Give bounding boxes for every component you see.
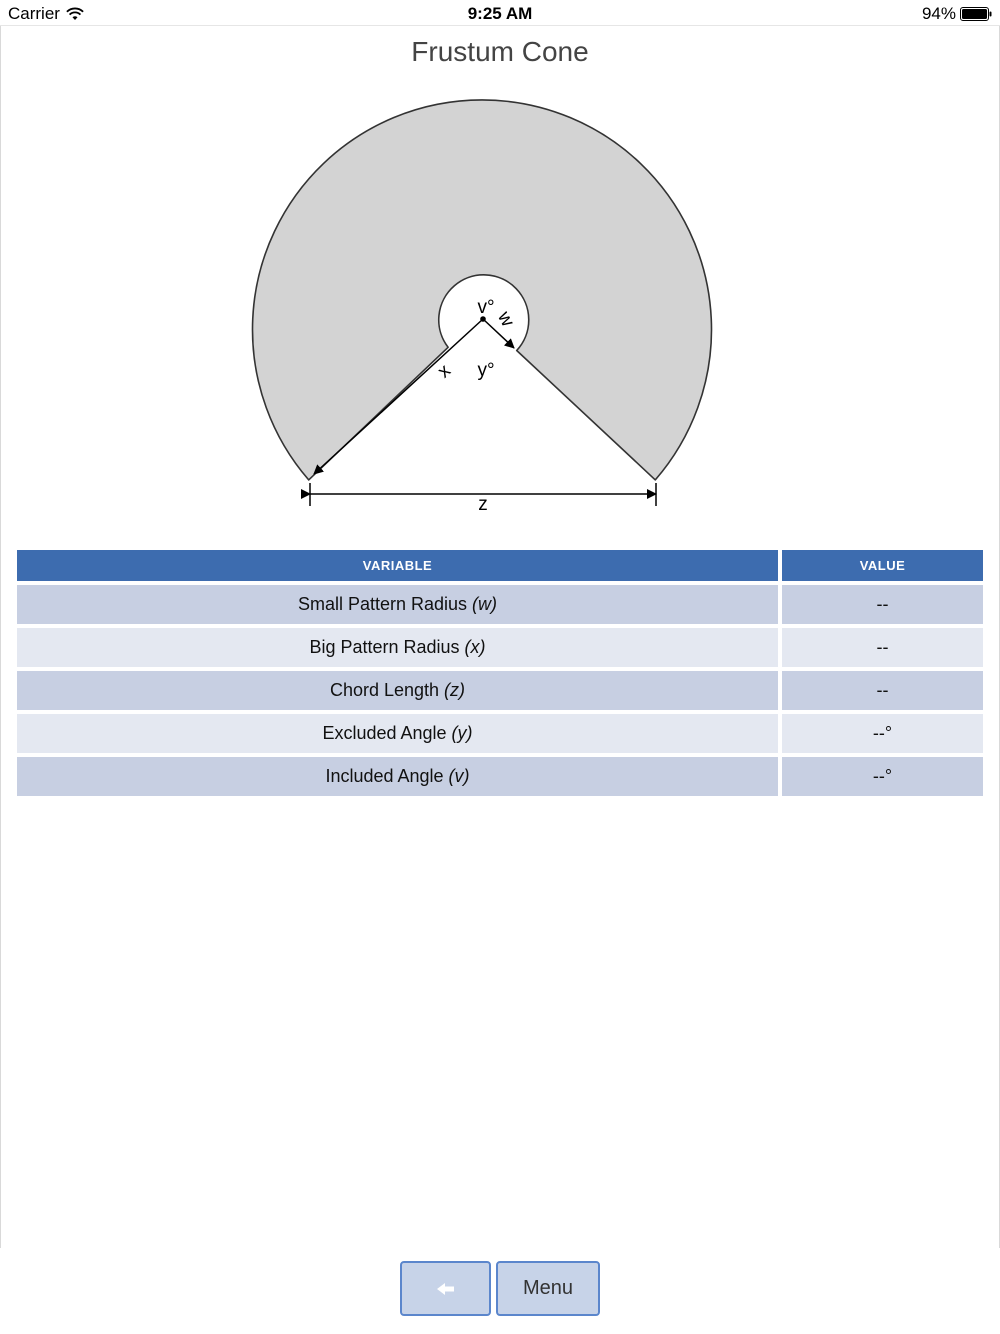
row-value: -- <box>782 628 983 667</box>
row-variable-cell <box>17 671 778 710</box>
label-v: v° <box>477 297 495 318</box>
carrier-label: Carrier <box>8 4 60 23</box>
status-bar <box>0 0 1000 26</box>
pattern-sector <box>253 100 712 480</box>
variable-symbol: (z) <box>444 680 466 700</box>
label-z: z <box>478 494 488 515</box>
row-value: -- <box>782 585 983 624</box>
row-value: -- <box>782 671 983 710</box>
battery-percent: 94% <box>921 4 956 23</box>
frustum-pattern-diagram <box>230 85 740 525</box>
row-variable-cell <box>17 714 778 753</box>
table-row <box>17 757 983 796</box>
variable-name: Big Pattern Radius <box>309 637 460 657</box>
row-value: --° <box>782 714 983 753</box>
row-value: --° <box>782 757 983 796</box>
status-time: 9:25 AM <box>467 4 533 23</box>
label-x: x <box>433 360 455 383</box>
variable-symbol: (v) <box>448 766 470 786</box>
variables-table <box>17 550 983 800</box>
bottom-toolbar <box>0 1248 1000 1334</box>
row-variable-cell <box>17 585 778 624</box>
table-row <box>17 628 983 667</box>
header-variable: VARIABLE <box>17 550 778 581</box>
table-row <box>17 671 983 710</box>
frame-left-border <box>0 26 1 1248</box>
label-y: y° <box>477 360 495 381</box>
variable-symbol: (w) <box>472 594 498 614</box>
variable-name: Chord Length <box>329 680 440 700</box>
variable-symbol: (y) <box>451 723 473 743</box>
table-row <box>17 714 983 753</box>
table-header <box>17 550 983 581</box>
table-row <box>17 585 983 624</box>
row-variable-cell <box>17 628 778 667</box>
variable-name: Excluded Angle <box>322 723 447 743</box>
battery-icon <box>960 7 992 21</box>
row-variable-cell <box>17 757 778 796</box>
label-w: w <box>493 308 519 331</box>
page-title: Frustum Cone <box>411 36 589 67</box>
variable-name: Small Pattern Radius <box>297 594 468 614</box>
back-button[interactable] <box>400 1261 491 1316</box>
variable-symbol: (x) <box>464 637 486 657</box>
header-value: VALUE <box>782 550 983 581</box>
battery-group <box>922 4 992 24</box>
back-arrow-icon <box>436 1282 456 1296</box>
menu-button[interactable]: Menu <box>496 1261 600 1316</box>
variable-name: Included Angle <box>325 766 444 786</box>
